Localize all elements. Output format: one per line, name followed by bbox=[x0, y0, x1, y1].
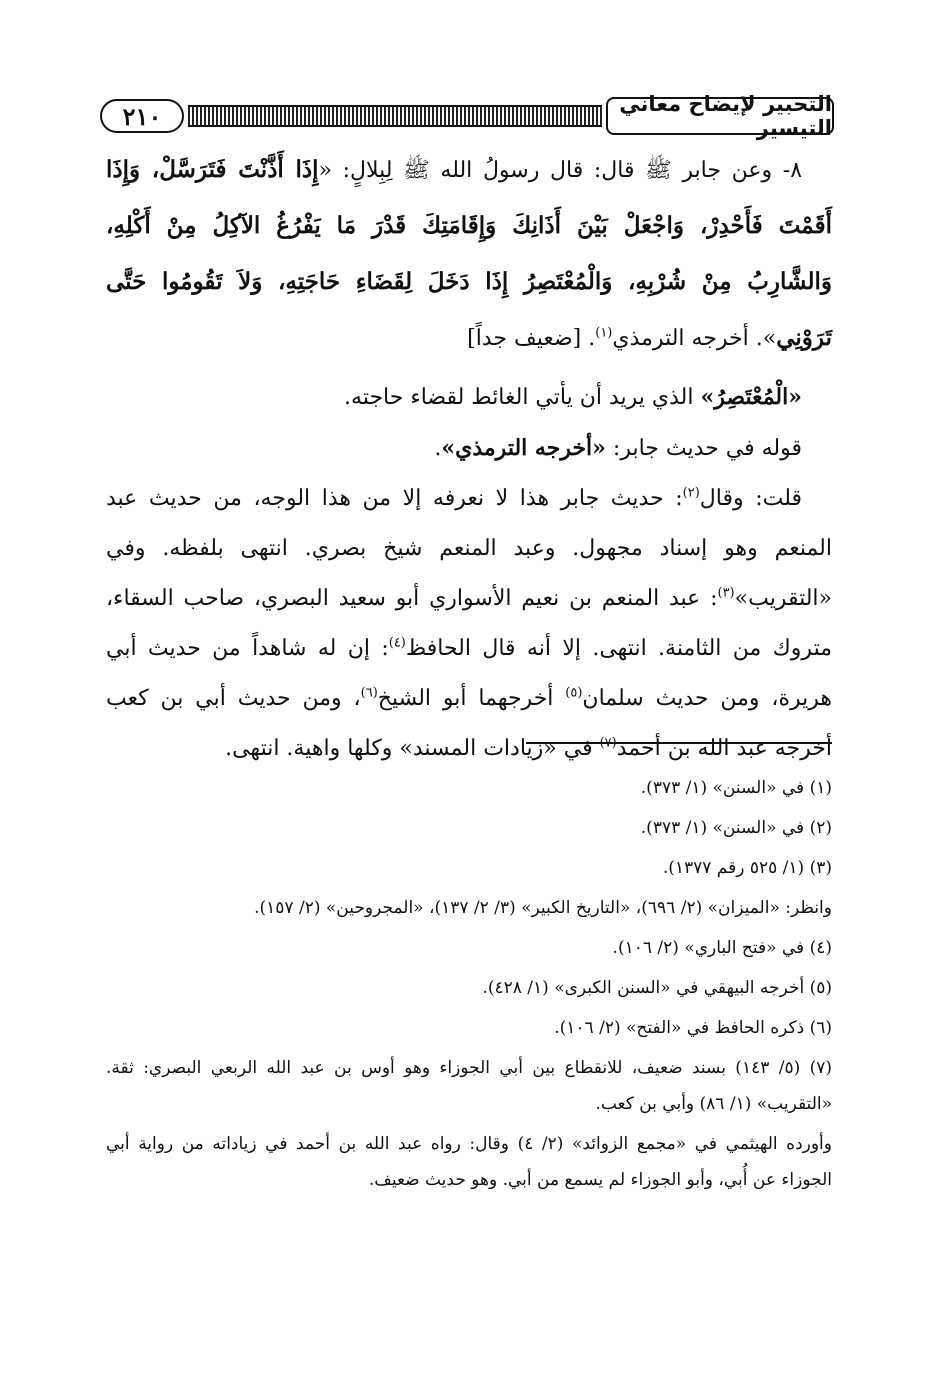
page-number: ٢١٠ bbox=[100, 99, 184, 133]
hadith-paragraph bbox=[106, 142, 832, 366]
footnote-ref-4[interactable]: (٤) bbox=[388, 635, 406, 651]
para-c: : عبد المنعم بن نعيم الأسواري أبو سعيد البصري، صاحب السقاء، متروك من الثامنة. انتهى. إلا أنه قال الحافظ bbox=[106, 586, 832, 661]
footnote-3: (٣) (١/ ٥٢٥ رقم ١٣٧٧). bbox=[662, 858, 832, 878]
footnote-ref-1[interactable]: (١) bbox=[595, 325, 613, 341]
footnote-7-continued: وأورده الهيثمي في «مجمع الزوائد» (٢/ ٤) وقال: رواه عبد الله بن أحمد في زياداته من رواية أبي الجوزاء عن أُبي، وأبو الجوزاء لم يسمع من أبي. وهو حديث ضعيف. bbox=[106, 1134, 832, 1190]
footnote-separator bbox=[526, 742, 832, 744]
footnote-6: (٦) ذكره الحافظ في «الفتح» (٢/ ١٠٦). bbox=[554, 1018, 832, 1038]
para-e: أخرجهما أبو الشيخ bbox=[377, 686, 566, 711]
note-paragraph bbox=[106, 423, 832, 474]
book-title: التحبير لإيضاح معاني التيسير bbox=[606, 97, 834, 135]
para-f: ، ومن حديث أبي بن كعب أخرجه عبد الله بن أحمد bbox=[106, 686, 832, 761]
header-ornament-band bbox=[188, 105, 602, 127]
footnote-ref-6[interactable]: (٦) bbox=[360, 685, 378, 701]
note-bold: «أخرجه الترمذي» bbox=[441, 435, 606, 461]
footnote-ref-3[interactable]: (٣) bbox=[717, 585, 735, 601]
hadith-matn: إِذَا أَذَّنْتَ فَتَرَسَّلْ، وَإِذَا أَقَمْتَ فَأَحْدِرْ، وَاجْعَلْ بَيْنَ أَذَانِكَ وَإِقَامَتِكَ قَدْرَ مَا يَفْرُغُ الآكِلُ مِنْ أَكْلِهِ، وَالشَّارِبُ مِنْ شُرْبِهِ، وَالْمُعْتَصِرُ إِذَا دَخَلَ لِقَضَاءِ حَاجَتِهِ، وَلاَ تَقُومُوا حَتَّى تَرَوْنِي bbox=[106, 156, 832, 351]
para-a: قلت: وقال bbox=[699, 486, 803, 511]
main-text bbox=[106, 142, 832, 774]
para-g: في «زيادات المسند» وكلها واهية. انتهى. bbox=[225, 736, 600, 761]
footnote-2: (٢) في «السنن» (١/ ٣٧٣). bbox=[640, 818, 832, 838]
footnote-4: (٤) في «فتح الباري» (٢/ ١٠٦). bbox=[612, 938, 832, 958]
footnote-ref-5[interactable]: (٥) bbox=[565, 685, 583, 701]
footnote-ref-7[interactable]: (٧) bbox=[599, 735, 617, 751]
commentary-paragraph bbox=[106, 474, 832, 774]
footnote-7: (٧) (٥/ ١٤٣) بسند ضعيف، للانقطاع بين أبي الجوزاء وهو أوس بن عبد الله الربعي البصري: ثقة. «التقريب» (١/ ٨٦) وأبي بن كعب. bbox=[106, 1058, 832, 1114]
footnote-3-continued: وانظر: «الميزان» (٢/ ٦٩٦)، «التاريخ الكبير» (٣/ ٢/ ١٣٧)، «المجروحين» (٢/ ١٥٧). bbox=[254, 898, 832, 918]
footnote-5: (٥) أخرجه البيهقي في «السنن الكبرى» (١/ ٤٢٨). bbox=[482, 978, 832, 998]
hadith-grading: . [ضعيف جداً] bbox=[467, 326, 596, 351]
footnotes bbox=[106, 770, 832, 1202]
note-end: . bbox=[434, 436, 442, 461]
page-header bbox=[100, 94, 834, 138]
note-intro: قوله في حديث جابر: bbox=[605, 436, 802, 461]
para-b: : حديث جابر هذا لا نعرفه إلا من هذا الوجه، من حديث عبد المنعم وهو إسناد مجهول. وعبد المنعم شيخ بصري. انتهى بلفظه. وفي «التقريب» bbox=[106, 486, 832, 611]
gloss-paragraph bbox=[106, 372, 832, 423]
hadith-tail: ». أخرجه الترمذي bbox=[612, 326, 777, 351]
footnote-ref-2[interactable]: (٢) bbox=[682, 485, 700, 501]
gloss-text: الذي يريد أن يأتي الغائط لقضاء حاجته. bbox=[344, 385, 701, 410]
footnote-1: (١) في «السنن» (١/ ٣٧٣). bbox=[640, 778, 832, 798]
para-d: : إن له شاهداً من حديث أبي هريرة، ومن حديث سلمان bbox=[106, 636, 832, 711]
gloss-word: «الْمُعْتَصِرُ» bbox=[700, 384, 802, 410]
hadith-intro: ٨- وعن جابر ﷺ قال: قال رسولُ الله ﷺ لِبِلالٍ: « bbox=[318, 158, 803, 183]
